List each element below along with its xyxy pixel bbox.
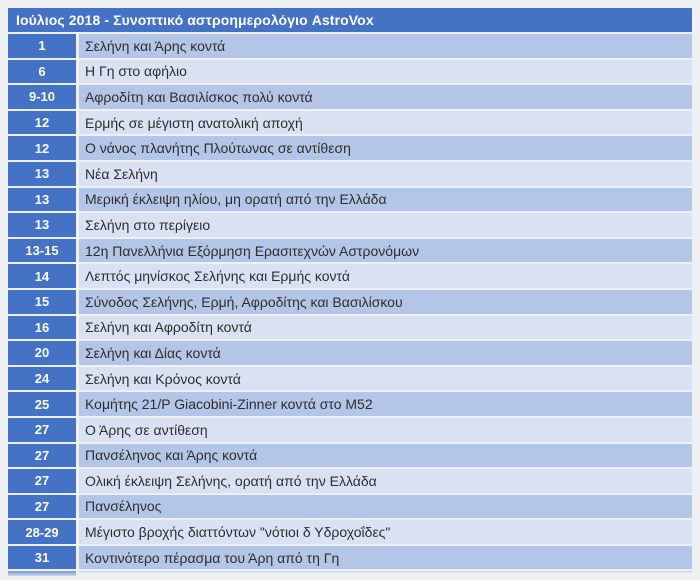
table-row — [8, 136, 692, 160]
event-cell: Κομήτης 21/P Giacobini-Zinner κοντά στο M52 — [79, 392, 692, 416]
date-cell: 13-15 — [8, 239, 76, 263]
table-row — [8, 392, 692, 416]
event-cell: Ερμής σε μέγιστη ανατολική αποχή — [79, 111, 692, 135]
event-cell: Η Γη στο αφήλιο — [79, 60, 692, 84]
date-cell: 25 — [8, 392, 76, 416]
table-row — [8, 111, 692, 135]
table-row — [8, 162, 692, 186]
event-cell: 12η Πανελλήνια Εξόρμηση Ερασιτεχνών Αστρονόμων — [79, 239, 692, 263]
date-cell: 24 — [8, 367, 76, 391]
date-cell: 15 — [8, 290, 76, 314]
table-row — [8, 316, 692, 340]
table-row — [8, 469, 692, 493]
date-cell: 28-29 — [8, 520, 76, 544]
event-cell: Πανσέληνος και Άρης κοντά — [79, 444, 692, 468]
table-row — [8, 213, 692, 237]
date-cell: 13 — [8, 188, 76, 212]
cut-off-next-row — [8, 571, 692, 576]
date-cell: 12 — [8, 136, 76, 160]
event-cell: Μερική έκλειψη ηλίου, μη ορατή από την Ελλάδα — [79, 188, 692, 212]
event-cell: Σελήνη και Κρόνος κοντά — [79, 367, 692, 391]
date-cell: 31 — [8, 546, 76, 570]
event-cell: Λεπτός μηνίσκος Σελήνης και Ερμής κοντά — [79, 264, 692, 288]
cut-off-event-cell — [79, 571, 692, 576]
table-row — [8, 34, 692, 58]
date-cell: 13 — [8, 162, 76, 186]
table-row — [8, 60, 692, 84]
table-row — [8, 546, 692, 570]
event-cell: Ο νάνος πλανήτης Πλούτωνας σε αντίθεση — [79, 136, 692, 160]
table-row — [8, 367, 692, 391]
date-cell: 27 — [8, 469, 76, 493]
date-cell: 1 — [8, 34, 76, 58]
event-cell: Σελήνη και Δίας κοντά — [79, 341, 692, 365]
event-cell: Σύνοδος Σελήνης, Ερμή, Αφροδίτης και Βασιλίσκου — [79, 290, 692, 314]
table-row — [8, 239, 692, 263]
event-cell: Πανσέληνος — [79, 495, 692, 519]
astro-calendar-table — [8, 8, 692, 576]
table-row — [8, 495, 692, 519]
table-row — [8, 520, 692, 544]
table-row — [8, 418, 692, 442]
table-row — [8, 341, 692, 365]
event-cell: Ο Άρης σε αντίθεση — [79, 418, 692, 442]
date-cell: 9-10 — [8, 85, 76, 109]
date-cell: 14 — [8, 264, 76, 288]
table-header-row — [8, 8, 692, 32]
date-cell: 6 — [8, 60, 76, 84]
date-cell: 16 — [8, 316, 76, 340]
table-body — [8, 34, 692, 569]
table-row — [8, 290, 692, 314]
date-cell: 27 — [8, 444, 76, 468]
table-row — [8, 444, 692, 468]
cut-off-date-cell — [8, 571, 76, 576]
date-cell: 12 — [8, 111, 76, 135]
table-row — [8, 85, 692, 109]
event-cell: Κοντινότερο πέρασμα του Άρη από τη Γη — [79, 546, 692, 570]
event-cell: Σελήνη και Αφροδίτη κοντά — [79, 316, 692, 340]
date-cell: 27 — [8, 495, 76, 519]
table-row — [8, 264, 692, 288]
event-cell: Σελήνη στο περίγειο — [79, 213, 692, 237]
event-cell: Νέα Σελήνη — [79, 162, 692, 186]
event-cell: Μέγιστο βροχής διαττόντων "νότιοι δ Υδροχοΐδες" — [79, 520, 692, 544]
event-cell: Σελήνη και Άρης κοντά — [79, 34, 692, 58]
event-cell: Αφροδίτη και Βασιλίσκος πολύ κοντά — [79, 85, 692, 109]
table-row — [8, 188, 692, 212]
event-cell: Ολική έκλειψη Σελήνης, ορατή από την Ελλάδα — [79, 469, 692, 493]
date-cell: 20 — [8, 341, 76, 365]
date-cell: 13 — [8, 213, 76, 237]
table-title: Ιούλιος 2018 - Συνοπτικό αστροημερολόγιο AstroVox — [16, 12, 374, 28]
date-cell: 27 — [8, 418, 76, 442]
